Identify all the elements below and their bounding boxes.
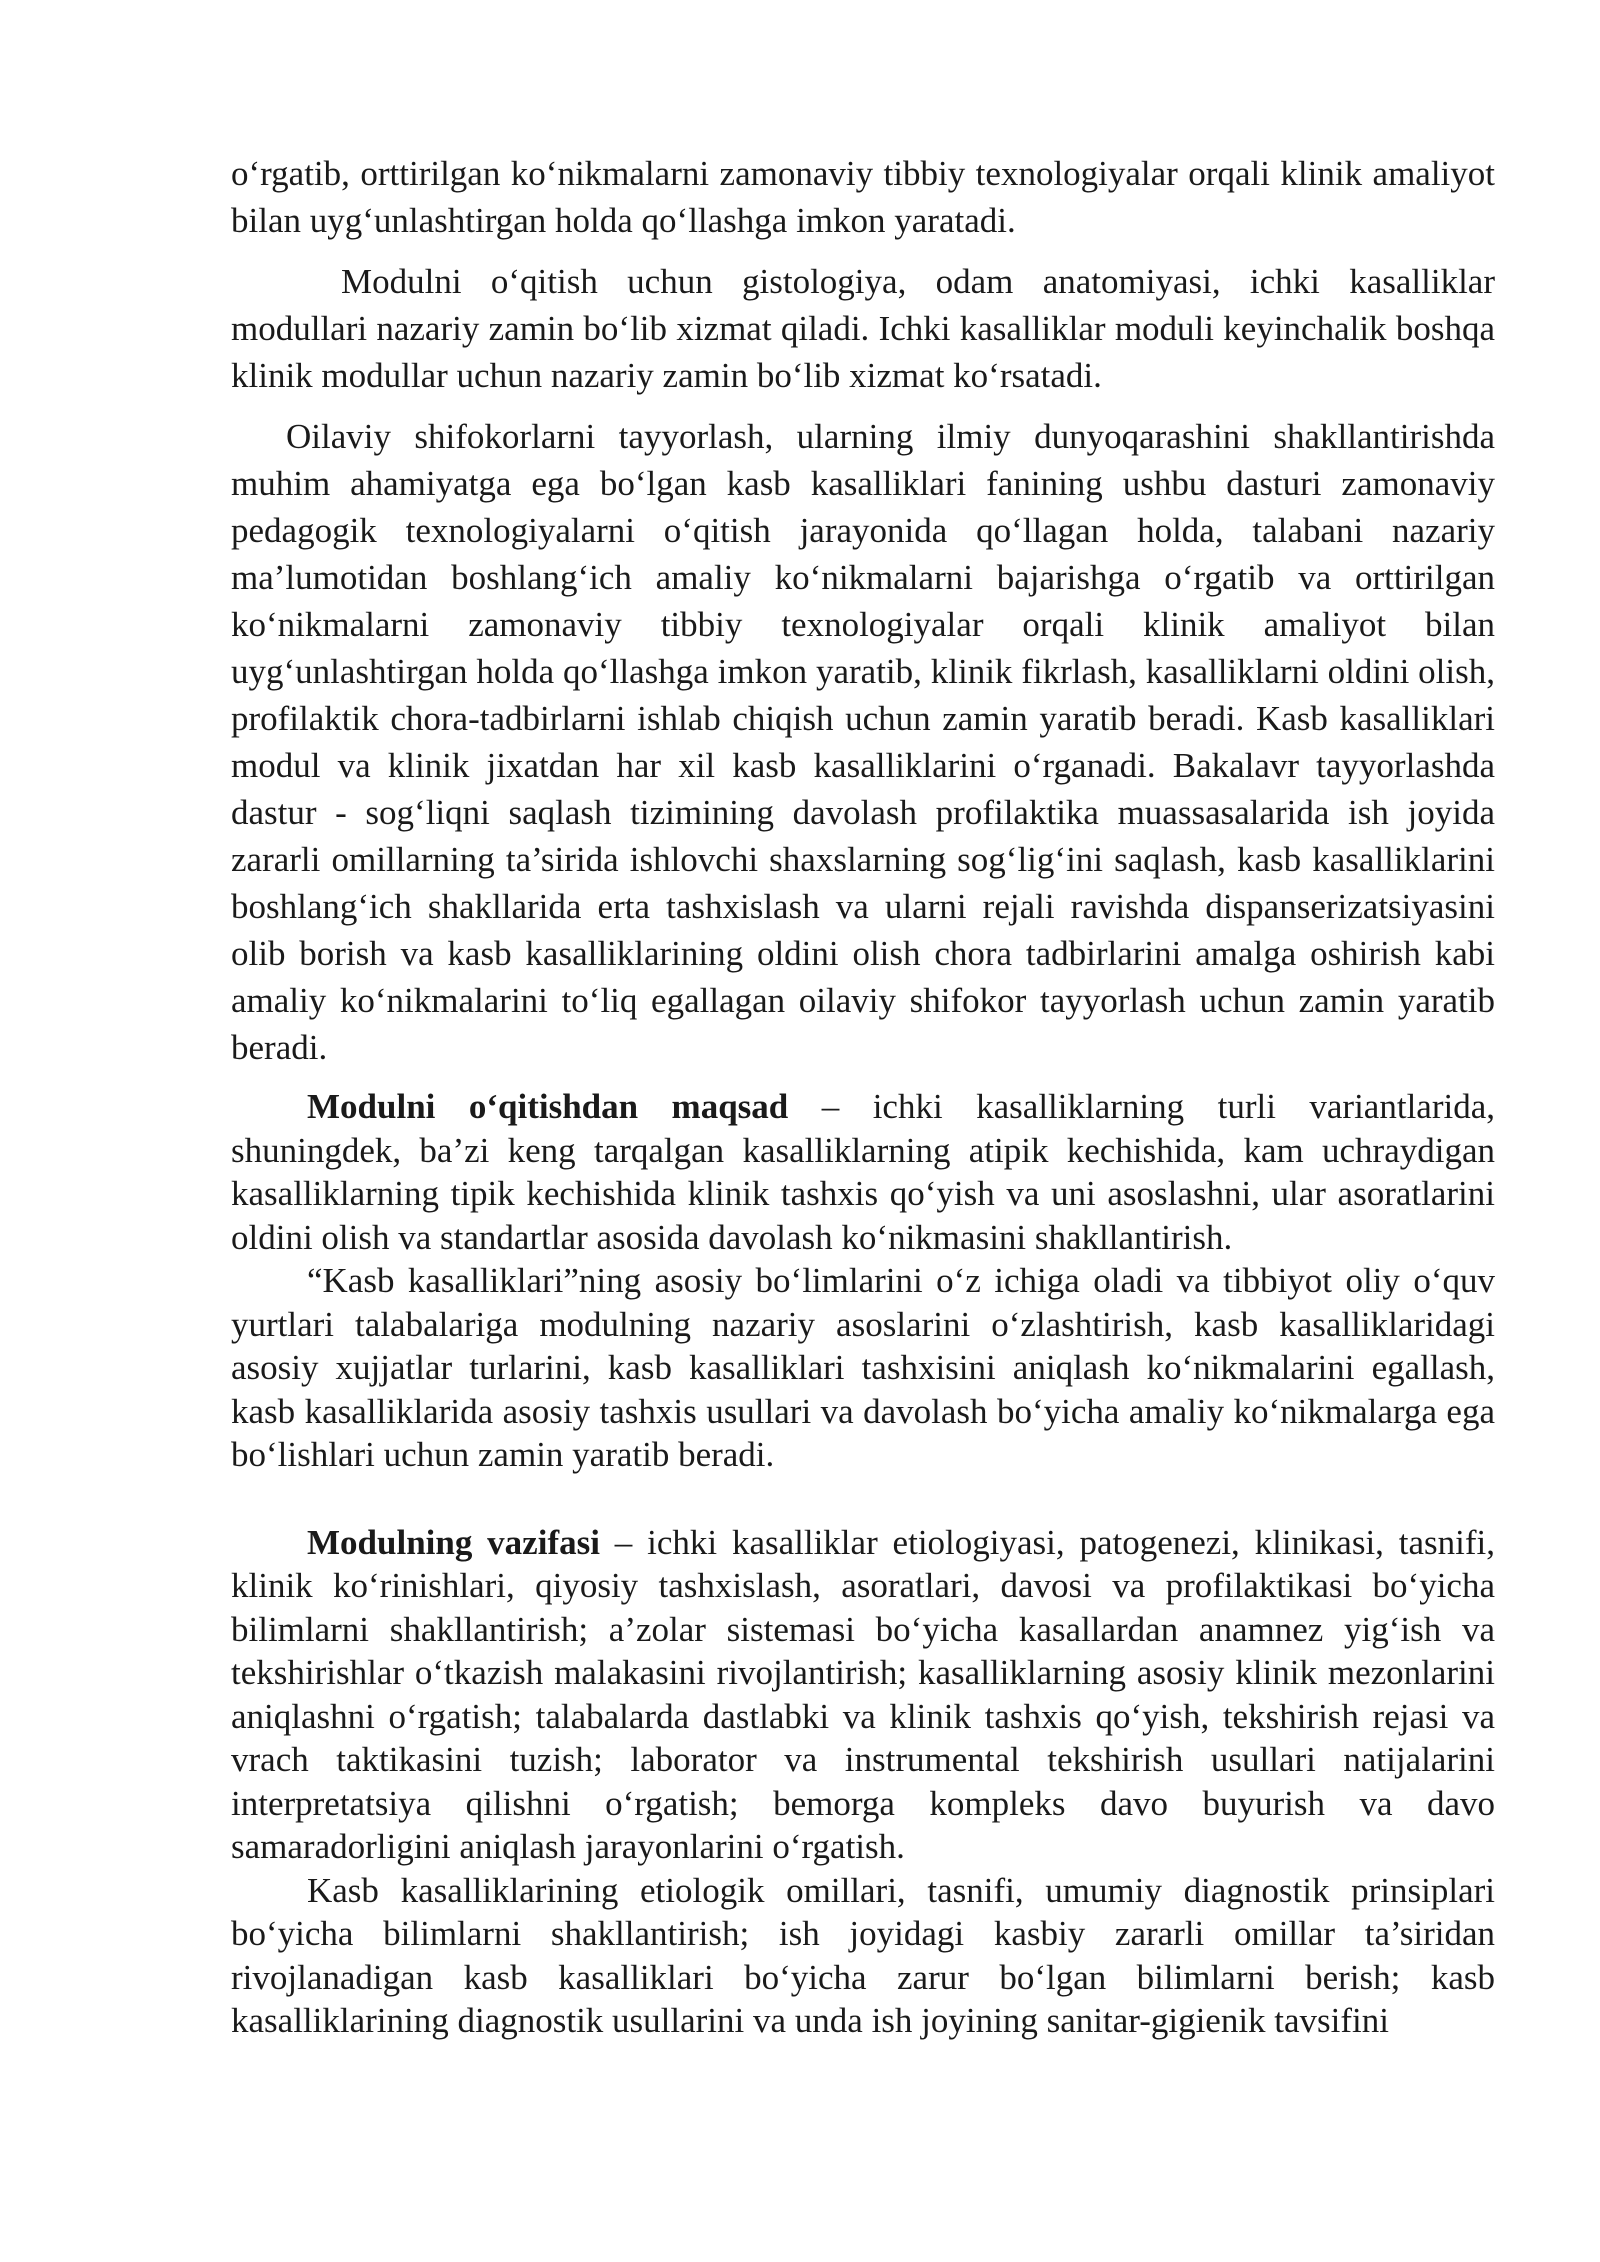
paragraph-occupational: Kasb kasalliklarining etiologik omillari, tasnifi, umumiy diagnostik prinsiplari bo‘yicha bilimlarni shakllantirish; ish joyidagi kasbiy zararli omillar ta’siridan rivojlanadigan kasb kasalliklari bo‘yicha zarur bo‘lgan bilimlarni berish; kasb kasalliklarining diagnostik usullarini va unda ish joyining sanitar-gigienik tavsifini [231, 1870, 1495, 2040]
paragraph-tasks [231, 1521, 1495, 1869]
document-page [231, 150, 1495, 2043]
paragraph-continuation: o‘rgatib, orttirilgan ko‘nikmalarni zamonaviy tibbiy texnologiyalar orqali klinik amaliyot bilan uyg‘unlashtirgan holda qo‘llashga imkon yaratadi. [231, 154, 1495, 240]
paragraph-goal [231, 1085, 1495, 1259]
tasks-heading: Modulning vazifasi [307, 1522, 600, 1562]
goal-heading: Modulni o‘qitishdan maqsad [307, 1087, 789, 1126]
tasks-text: – ichki kasalliklar etiologiyasi, patogenezi, klinikasi, tasnifi, klinik ko‘rinishlari, qiyosiy tashxislash, asoratlari, davosi va profilaktikasi bo‘yicha bilimlarni shakllantirish; a’zolar sistemasi bo‘yicha kasallardan anamnez yig‘ish va tekshirishlar o‘tkazish malakasini rivojlantirish; kasalliklarning asosiy klinik mezonlarini aniqlashni o‘rgatish; talabalarda dastlabki va klinik tashxis qo‘yish, tekshirish rejasi va vrach taktikasini tuzish; laborator va instrumental tekshirish usullari natijalarini interpretatsiya qilishni o‘rgatish; bemorga kompleks davo buyurish va davo samaradorligini aniqlash jarayonlarini o‘rgatish. [231, 1522, 1495, 1866]
paragraph-sections: “Kasb kasalliklari”ning asosiy bo‘limlarini o‘z ichiga oladi va tibbiyot oliy o‘quv yurtlari talabalariga modulning nazariy asoslarini o‘zlashtirish, kasb kasalliklaridagi asosiy xujjatlar turlarini, kasb kasalliklari tashxisini aniqlash ko‘nikmalarini egallash, kasb kasalliklarida asosiy tashxis usullari va davolash bo‘yicha amaliy ko‘nikmalarga ega bo‘lishlari uchun zamin yaratib beradi. [231, 1261, 1495, 1474]
goal-text: – ichki kasalliklarning turli variantlarida, shuningdek, ba’zi keng tarqalgan kasalliklarning atipik kechishida, kam uchraydigan kasalliklarning tipik kechishida klinik tashxis qo‘yish va uni asoslashni, ular asoratlarini oldini olish va standartlar asosida davolash ko‘nikmasini shakllantirish. [231, 1087, 1495, 1257]
paragraph-family-doctors: Oilaviy shifokorlarni tayyorlash, ularning ilmiy dunyoqarashini shakllantirishda muhim ahamiyatga ega bo‘lgan kasb kasalliklari fanining ushbu dasturi zamonaviy pedagogik texnologiyalarni o‘qitish jarayonida qo‘llagan holda, talabani nazariy ma’lumotidan boshlang‘ich amaliy ko‘nikmalarni bajarishga o‘rgatib va orttirilgan ko‘nikmalarni zamonaviy tibbiy texnologiyalar orqali klinik amaliyot bilan uyg‘unlashtirgan holda qo‘llashga imkon yaratib, klinik fikrlash, kasalliklarni oldini olish, profilaktik chora-tadbirlarni ishlab chiqish uchun zamin yaratib beradi. Kasb kasalliklari modul va klinik jixatdan har xil kasb kasalliklarini o‘rganadi. Bakalavr tayyorlashda dastur - sog‘liqni saqlash tizimining davolash profilaktika muassasalarida ish joyida zararli omillarning ta’sirida ishlovchi shaxslarning sog‘lig‘ini saqlash, kasb kasalliklarini boshlang‘ich shakllarida erta tashxislash va ularni rejali ravishda dispanserizatsiyasini olib borish va kasb kasalliklarining oldini olish chora tadbirlarini amalga oshirish kabi amaliy ko‘nikmalarini to‘liq egallagan oilaviy shifokor tayyorlash uchun zamin yaratib beradi. [231, 417, 1495, 1067]
paragraph-prerequisites: Modulni o‘qitish uchun gistologiya, odam anatomiyasi, ichki kasalliklar modullari nazariy zamin bo‘lib xizmat qiladi. Ichki kasalliklar moduli keyinchalik boshqa klinik modullar uchun nazariy zamin bo‘lib xizmat ko‘rsatadi. [231, 262, 1495, 395]
